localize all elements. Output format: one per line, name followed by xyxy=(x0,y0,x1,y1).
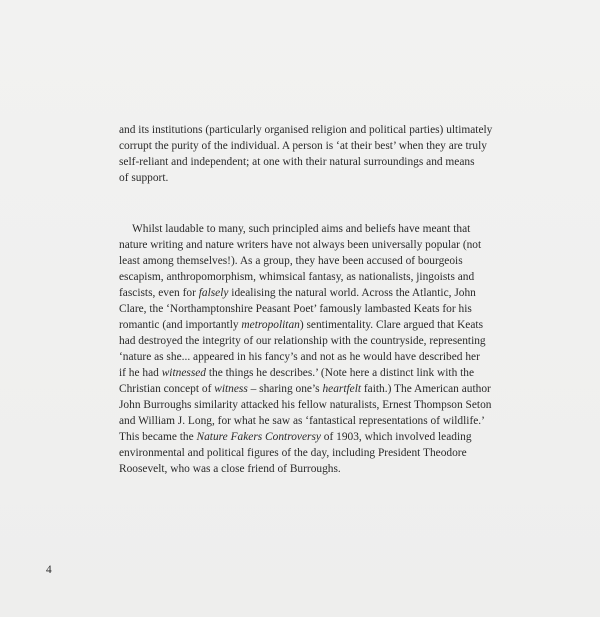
text-segment: – sharing one’s xyxy=(247,383,323,395)
text-line: Whilst laudable to many, such principled aims and beliefs have meant that xyxy=(132,223,471,235)
text-line xyxy=(119,429,499,445)
text-segment: faith.) The American author xyxy=(361,383,491,395)
text-line: and William J. Long, for what he saw as ‘fantastical representations of wildlife.’ xyxy=(119,415,485,427)
text-line: Clare, the ‘Northamptonshire Peasant Poet’ famously lambasted Keats for his xyxy=(119,303,472,315)
text-segment: romantic (and importantly xyxy=(119,319,242,331)
italic-text: metropolitan xyxy=(241,319,300,331)
text-line: nature writing and nature writers have not always been universally popular (not xyxy=(119,239,482,251)
text-line: Roosevelt, who was a close friend of Burroughs. xyxy=(119,463,341,475)
text-line: had destroyed the integrity of our relationship with the countryside, representing xyxy=(119,335,486,347)
text-segment: This became the xyxy=(119,431,197,443)
paragraph-1 xyxy=(119,122,499,186)
italic-text: witnessed xyxy=(161,367,206,379)
italic-text: falsely xyxy=(198,287,229,299)
text-line xyxy=(119,285,499,301)
text-segment: fascists, even for xyxy=(119,287,199,299)
text-line xyxy=(119,365,499,381)
italic-text: heartfelt xyxy=(322,383,362,395)
text-line: self-reliant and independent; at one with their natural surroundings and means xyxy=(119,156,475,168)
text-segment: Christian concept of xyxy=(119,383,215,395)
text-segment: of 1903, which involved leading xyxy=(320,431,472,443)
text-segment: idealising the natural world. Across the Atlantic, John xyxy=(228,287,476,299)
text-line: and its institutions (particularly organised religion and political parties) ultimately xyxy=(119,124,493,136)
italic-text: Nature Fakers Controversy xyxy=(196,431,321,443)
text-line: least among themselves!). As a group, they have been accused of bourgeois xyxy=(119,255,463,267)
text-line: escapism, anthropomorphism, whimsical fantasy, as nationalists, jingoists and xyxy=(119,271,475,283)
text-line: John Burroughs similarity attacked his fellow naturalists, Ernest Thompson Seton xyxy=(119,399,492,411)
italic-text: witness xyxy=(214,383,248,395)
text-line: corrupt the purity of the individual. A person is ‘at their best’ when they are truly xyxy=(119,140,487,152)
text-line xyxy=(119,381,499,397)
text-segment: ) sentimentality. Clare argued that Keats xyxy=(299,319,483,331)
text-line: ‘nature as she... appeared in his fancy’s and not as he would have described her xyxy=(119,351,480,363)
text-segment: if he had xyxy=(119,367,162,379)
text-line xyxy=(119,317,499,333)
paragraph-2 xyxy=(119,221,499,477)
page-number: 4 xyxy=(46,564,52,576)
text-line: of support. xyxy=(119,172,169,184)
text-line: environmental and political figures of the day, including President Theodore xyxy=(119,447,467,459)
text-segment: the things he describes.’ (Note here a distinct link with the xyxy=(206,367,475,379)
